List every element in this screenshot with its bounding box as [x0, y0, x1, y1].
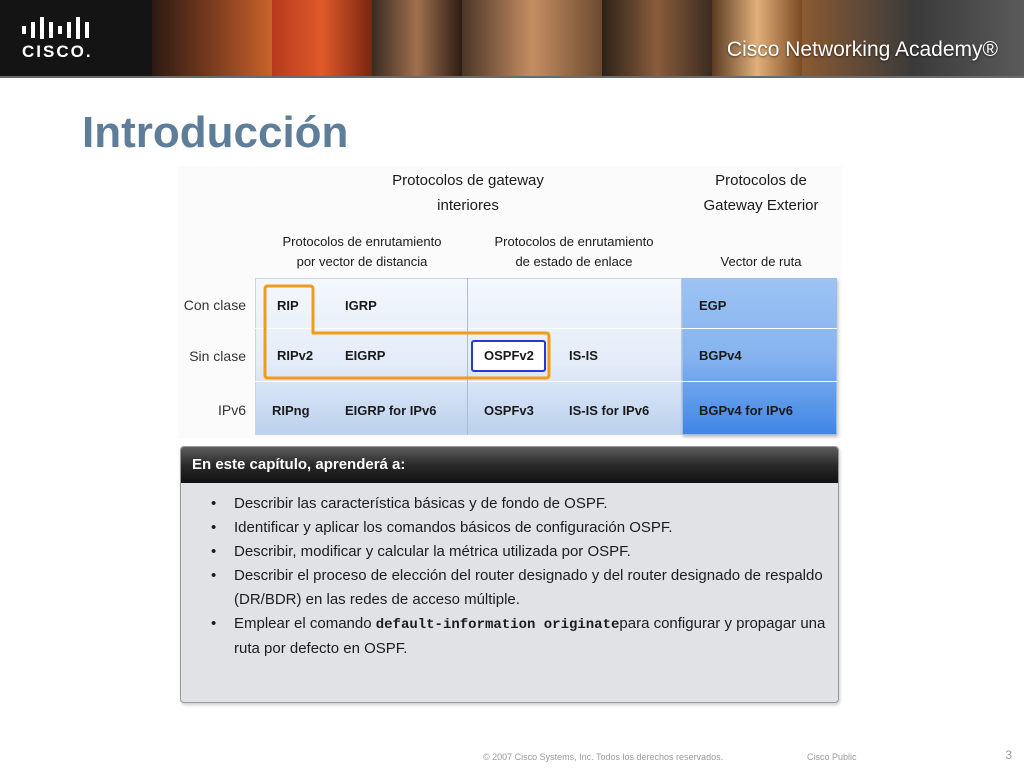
protocol-ripv2: RIPv2	[277, 348, 314, 363]
banner-photo	[272, 0, 372, 78]
objectives-header	[181, 447, 838, 483]
protocol-egp: EGP	[699, 298, 727, 313]
objective-item: • Describir, modificar y calcular la métrica utilizada por OSPF.	[211, 540, 826, 564]
objectives-panel	[180, 446, 839, 703]
objective-item: • Describir las característica básicas y de fondo de OSPF.	[211, 492, 826, 516]
row-label-classful: Con clase	[183, 297, 246, 313]
objective-text: Emplear el comando	[234, 615, 376, 632]
protocol-ospfv3: OSPFv3	[484, 403, 534, 418]
column-divider	[467, 278, 468, 435]
banner-photo	[152, 0, 272, 78]
banner-photo	[602, 0, 712, 78]
banner-photo	[462, 0, 602, 78]
igp-header-line: interiores	[437, 197, 499, 214]
protocol-isis-ipv6: IS-IS for IPv6	[569, 403, 650, 418]
objective-item: • Identificar y aplicar los comandos básicos de configuración OSPF.	[211, 516, 826, 540]
link-state-header	[474, 232, 674, 272]
classification-text: Cisco Public	[807, 752, 857, 762]
egp-header-line: Gateway Exterior	[703, 197, 819, 214]
cisco-bars-icon	[22, 17, 94, 39]
protocol-ripng: RIPng	[272, 403, 310, 418]
objective-text: para configurar y propagar una ruta por defecto en OSPF.	[234, 615, 826, 657]
banner-photo	[372, 0, 462, 78]
copyright-text: © 2007 Cisco Systems, Inc. Todos los derechos reservados.	[483, 752, 724, 762]
protocol-eigrp-ipv6: EIGRP for IPv6	[345, 403, 437, 418]
cisco-wordmark: CISCO.	[22, 42, 93, 61]
ls-header-line: de estado de enlace	[515, 254, 633, 269]
protocol-bgpv4: BGPv4	[699, 348, 742, 363]
objective-item	[211, 612, 826, 661]
protocol-eigrp: EIGRP	[345, 348, 386, 363]
igp-header	[368, 168, 568, 218]
row-divider	[255, 381, 837, 382]
objective-item: • Describir el proceso de elección del router designado y del router designado de respaldo (DR/BDR) en las redes de acceso múltiple.	[211, 564, 826, 612]
dv-header-line: por vector de distancia	[296, 254, 428, 269]
protocol-isis: IS-IS	[569, 348, 598, 363]
dv-header-line: Protocolos de enrutamiento	[282, 234, 442, 249]
protocol-igrp: IGRP	[345, 298, 377, 313]
page-number: 3	[1005, 748, 1012, 762]
objectives-heading: En este capítulo, aprenderá a:	[192, 456, 406, 473]
igp-header-line: Protocolos de gateway	[392, 172, 544, 189]
academy-title: Cisco Networking Academy®	[726, 38, 998, 61]
protocol-rip: RIP	[277, 298, 299, 313]
egp-header	[680, 168, 842, 218]
page-title: Introducción	[82, 108, 349, 157]
banner-divider	[0, 76, 1024, 78]
objective-command: default-information originate	[375, 617, 620, 633]
row-label-ipv6: IPv6	[217, 402, 246, 418]
distance-vector-header	[262, 232, 462, 272]
protocol-ospfv2: OSPFv2	[484, 348, 534, 363]
objectives-list	[211, 492, 826, 661]
cisco-logo	[0, 0, 152, 78]
egp-header-line: Protocolos de	[715, 172, 807, 189]
path-vector-header: Vector de ruta	[720, 254, 802, 269]
protocol-bgpv4-ipv6: BGPv4 for IPv6	[699, 403, 793, 418]
row-label-classless: Sin clase	[189, 348, 246, 364]
header-banner	[0, 0, 1024, 78]
row-divider	[255, 328, 837, 329]
ls-header-line: Protocolos de enrutamiento	[494, 234, 654, 249]
